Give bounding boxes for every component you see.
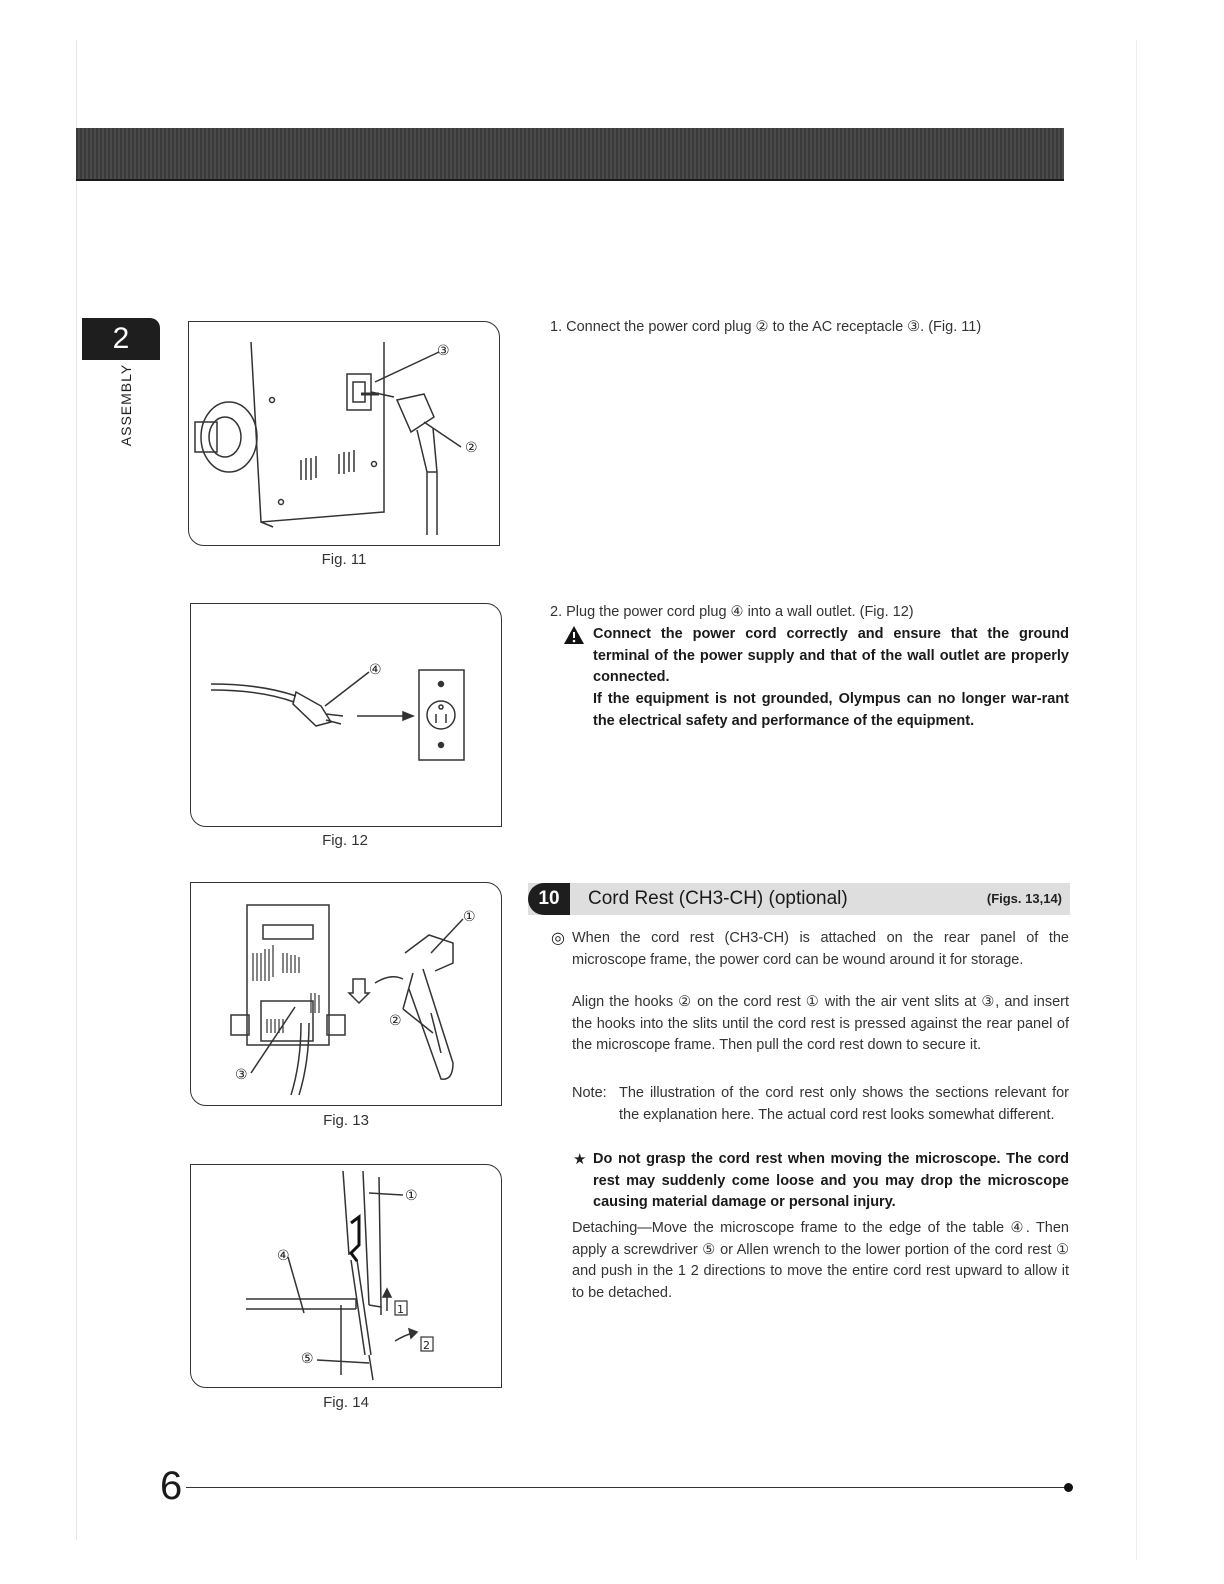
callout-fig13-3: ③ [235, 1067, 248, 1083]
warning-text: Connect the power cord correctly and ensure that the ground terminal of the power supply and that of the wall outlet are properly connected. [593, 626, 1069, 685]
callout-fig12-4: ④ [369, 662, 382, 678]
figure-14 [190, 1164, 502, 1388]
callout-fig11-2: ② [465, 440, 478, 456]
detaching-instructions: Detaching—Move the microscope frame to the edge of the table ④. Then apply a screwdriver ⑤ or Allen wrench to the lower portion of the cord rest ① and push in the 1 2 directions to move the entire cord rest upward to allow it to be detached. [572, 1220, 1069, 1301]
star-icon: ★ [573, 1151, 587, 1168]
left-margin-rule [76, 40, 77, 1540]
callout-fig13-1: ① [463, 909, 476, 925]
figure-12-caption: Fig. 12 [322, 832, 368, 849]
section-number: 10 [528, 883, 570, 915]
double-circle-icon: ◎ [551, 930, 565, 947]
callout-fig11-3: ③ [437, 343, 450, 359]
note-label: Note: [572, 1085, 607, 1101]
callout-fig14-4: ④ [277, 1248, 290, 1264]
footer-rule [186, 1487, 1068, 1488]
figure-12 [190, 603, 502, 827]
warning-text-grounding: If the equipment is not grounded, Olympus can no longer war-rant the electrical safety and performance of the equipment. [593, 691, 1069, 729]
header-bar [76, 128, 1064, 181]
page-number: 6 [160, 1464, 183, 1508]
callout-fig14-dir1: 1 [397, 1303, 404, 1316]
footer-dot [1064, 1483, 1073, 1492]
step-2: 2. Plug the power cord plug ④ into a wall outlet. (Fig. 12) [550, 604, 914, 620]
figure-11-caption: Fig. 11 [321, 551, 367, 568]
chapter-label: ASSEMBLY [118, 363, 134, 447]
section-title: Cord Rest (CH3-CH) (optional) [588, 888, 848, 909]
callout-fig13-2: ② [389, 1013, 402, 1029]
callout-fig14-dir2: 2 [423, 1339, 430, 1352]
figure-11-illustration [189, 322, 499, 545]
step-1: 1. Connect the power cord plug ② to the AC receptacle ③. (Fig. 11) [550, 319, 982, 335]
figure-13-illustration [191, 883, 501, 1105]
figure-12-illustration [191, 604, 501, 826]
section-figure-ref: (Figs. 13,14) [986, 891, 1062, 906]
right-margin-rule [1136, 40, 1137, 1560]
section-align-instructions: Align the hooks ② on the cord rest ① with the air vent slits at ③, and insert the hooks into the slits until the cord rest is pressed against the rear panel of the microscope frame. Then pull the cord rest down to secure it. [572, 994, 1069, 1053]
figure-14-caption: Fig. 14 [323, 1394, 369, 1411]
note-text: The illustration of the cord rest only shows the sections relevant for the explanation here. The actual cord rest looks somewhat different. [619, 1085, 1069, 1123]
figure-13 [190, 882, 502, 1106]
warning-icon [563, 625, 585, 645]
figure-11 [188, 321, 500, 546]
callout-fig14-1: ① [405, 1188, 418, 1204]
section-intro: When the cord rest (CH3-CH) is attached on the rear panel of the microscope frame, the power cord can be wound around it for storage. [572, 930, 1069, 968]
chapter-number: 2 [82, 318, 160, 360]
caution-text: Do not grasp the cord rest when moving the microscope. The cord rest may suddenly come loose and you may drop the microscope causing material damage or personal injury. [593, 1151, 1069, 1210]
callout-fig14-5: ⑤ [301, 1351, 314, 1367]
figure-14-illustration [191, 1165, 501, 1387]
figure-13-caption: Fig. 13 [323, 1112, 369, 1129]
